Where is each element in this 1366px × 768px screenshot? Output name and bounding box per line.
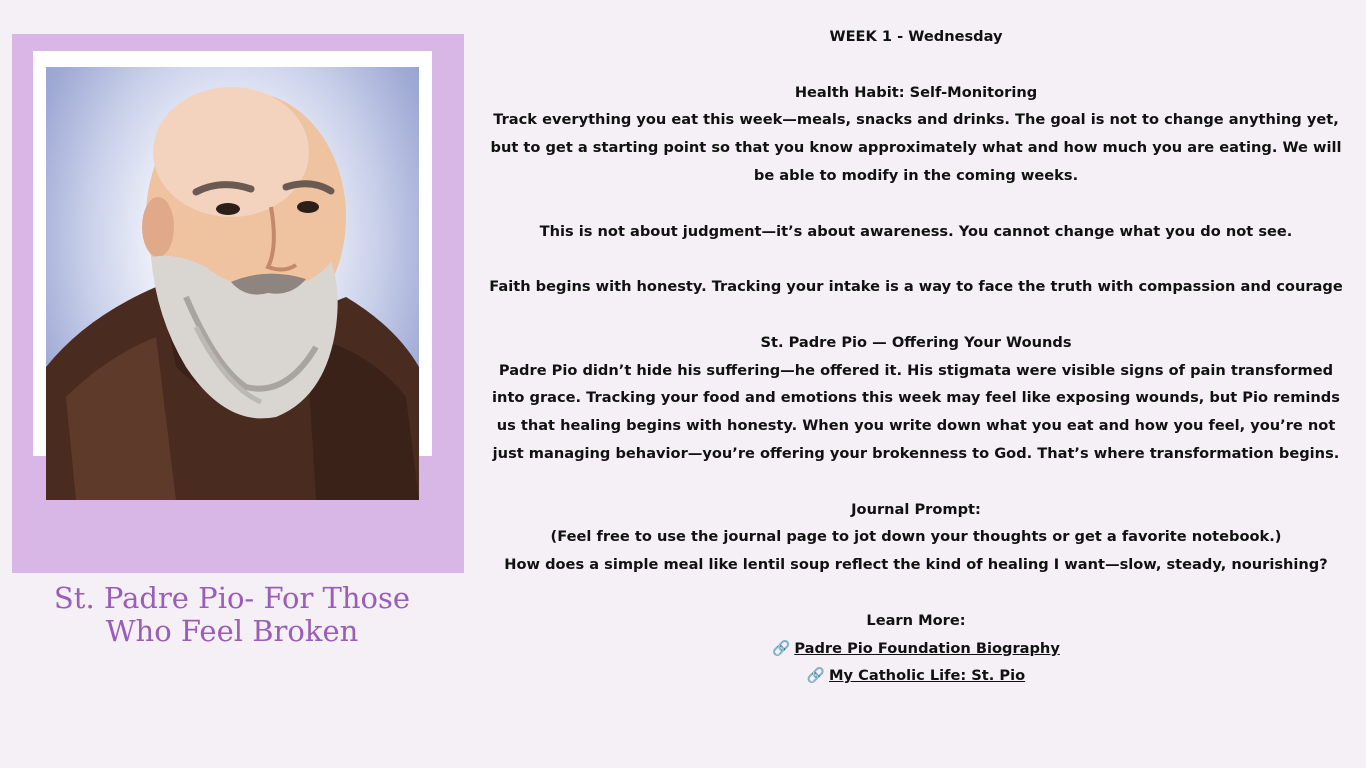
link-row-catholic-life (482, 662, 1350, 690)
caption-line-1: St. Padre Pio- For Those (53, 581, 411, 615)
journal-prompt-title: Journal Prompt: (851, 500, 981, 518)
saint-portrait-image (46, 67, 419, 500)
journal-prompt-note: (Feel free to use the journal page to jot down your thoughts or get a favorite notebook.) (550, 528, 1282, 546)
saint-section-title: St. Padre Pio — Offering Your Wounds (760, 333, 1072, 351)
my-catholic-life-link-label: My Catholic Life: St. Pio (829, 667, 1026, 685)
faith-text: Faith begins with honesty. Tracking your intake is a way to face the truth with compassion and courage (489, 278, 1343, 296)
my-catholic-life-link[interactable] (807, 667, 1025, 684)
learn-more-title: Learn More: (866, 611, 966, 629)
caption-line-2: Who Feel Broken (105, 614, 359, 648)
devotional-content (482, 23, 1350, 690)
week-heading: WEEK 1 - Wednesday (829, 28, 1003, 45)
link-icon: 🔗 (806, 667, 826, 685)
journal-prompt-question: How does a simple meal like lentil soup reflect the kind of healing I want—slow, steady, nourishing? (504, 556, 1328, 574)
habit-title: Health Habit: Self-Monitoring (794, 83, 1038, 101)
link-icon: 🔗 (772, 639, 791, 657)
portrait-caption (12, 582, 452, 648)
left-panel (0, 0, 476, 768)
saint-section-text: Padre Pio didn’t hide his suffering—he offered it. His stigmata were visible signs of pain transformed into grace. Tracking your food and emotions this week may feel like exposing wounds, but Pio reminds us that healing begins with honesty. When you write down what you eat and how you feel, you’re not just managing behavior—you’re offering your brokenness to God. That’s where transformation begins. (492, 361, 1340, 462)
habit-text: Track everything you eat this week—meals, snacks and drinks. The goal is not to change anything yet, but to get a starting point so that you know approximately what and how much you are eating. We will be able to modify in the coming weeks. (490, 111, 1342, 184)
link-row-foundation (482, 635, 1350, 663)
padre-pio-foundation-link-label: Padre Pio Foundation Biography (794, 639, 1060, 657)
awareness-text: This is not about judgment—it’s about awareness. You cannot change what you do not see. (539, 222, 1293, 240)
padre-pio-foundation-link[interactable] (772, 640, 1060, 657)
